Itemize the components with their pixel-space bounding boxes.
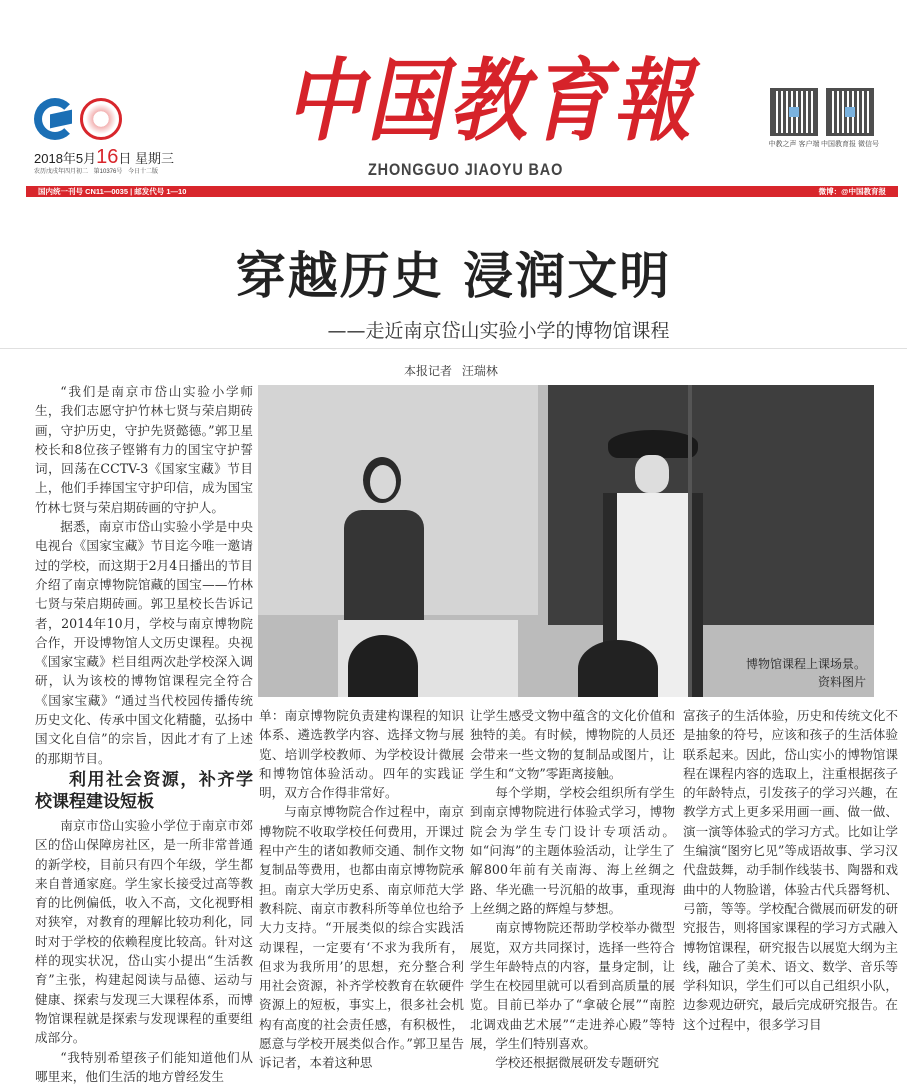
student-head [578, 640, 658, 697]
masthead-pinyin: ZHONGGUO JIAOYU BAO [368, 160, 563, 180]
qr-code-icon[interactable] [770, 88, 818, 136]
date-prefix: 2018年5月 [34, 151, 96, 166]
date-day: 16 [96, 146, 118, 168]
paragraph: 让学生感受文物中蕴含的文化价值和独特的美。有时候，博物院的人员还会带来一些文物的复制品或图片，让学生和“文物”零距离接触。 [470, 706, 675, 783]
photo-caption [746, 655, 866, 691]
teacher-figure [344, 510, 424, 620]
publisher-logo-red [80, 98, 122, 140]
qr1-label: 中教之声 客户端 [764, 140, 824, 150]
article-photo [258, 385, 874, 697]
paragraph: “我特别希望孩子们能知道他们从哪里来，他们生活的地方曾经发生 [35, 1048, 253, 1086]
paragraph: 与南京博物院合作过程中，南京博物院不收取学校任何费用，开课过程中产生的诸如教师交通、制作文物复制品等费用，也都由南京博物院承担。南京大学历史系、南京师范大学教科院、南京市教科所等单位也给予大力支持。“开展类似的综合实践活动课程，一定要有‘不求为我所有，但求为我所用’的思想，充分整合利用社会资源，补齐学校教育在软硬件资源上的短板，事实上，很多社会机构有高度的社会责任感，有积极性，愿意与学校开展类似合作。”郭卫星告诉记者，本着这种思 [259, 802, 464, 1072]
student-head [348, 635, 418, 697]
qr-code-icon[interactable] [826, 88, 874, 136]
subheadline: ——走近南京岱山实验小学的博物馆课程 [0, 316, 907, 343]
issue-info: 农历戊戌年四月初二 第10376号 今日十二版 [34, 166, 158, 175]
paragraph: 南京博物院还帮助学校举办微型展览，双方共同探讨，选择一些符合学生年龄特点的内容，量身定制，让学生在校园里就可以看到高质量的展览。目前已举办了“拿破仑展”“南腔北调戏曲艺术展”“走进养心殿”等特展，学生们特别喜欢。 [470, 918, 675, 1053]
bicorne-hat [608, 430, 698, 458]
musket [688, 385, 692, 697]
newspaper-masthead-logo: 中国教育報 [285, 30, 695, 159]
article-column-2 [259, 706, 464, 1073]
paragraph: 据悉，南京市岱山实验小学是中央电视台《国家宝藏》节目迄今唯一邀请过的学校，而这期于2月4日播出的节目介绍了南京博物院馆藏的国宝——竹林七贤与荣启期砖画。郭卫星校长告诉记者，2014年10月，学校与南京博物院合作，开设博物馆人文历史课程。央视《国家宝藏》栏目组两次赴学校深入调研，认为该校的博物馆课程完全符合《国家宝藏》“通过当代校园传播传统历史文化、传承中国文化精髓，弘扬中国文化自信”的宗旨，因此才有了上述的那期节目。 [35, 517, 253, 768]
paragraph: 单：南京博物院负责建构课程的知识体系、遴选教学内容、选择文物与展览、培训学校教师、为学校设计微展和博物馆体验活动。四年的实践证明，双方合作得非常好。 [259, 706, 464, 802]
photo-credit: 资料图片 [746, 673, 866, 691]
paragraph: 学校还根据微展研发专题研究 [470, 1053, 675, 1072]
blackboard [548, 385, 874, 625]
paragraph: 南京市岱山实验小学位于南京市郊区的岱山保障房社区，是一所非常普通的新学校，目前只有四个年级，学生都来自普通家庭。学生家长接受过高等教育的比例偏低，收入不高，文化视野相对狭窄，对教育的理解比较功利化，同时对于学校的依赖程度比较高。针对这样的现实状况，岱山实小提出“生活教育”主张，构建起阅读与品德、运动与健康、探索与发现三大课程体系，而博物馆课程就是探索与发现课程的重要组成部分。 [35, 816, 253, 1048]
paragraph: 每个学期，学校会组织所有学生到南京博物院进行体验式学习，博物院会为学生专门设计专项活动。如“问海”的主题体验活动，让学生了解800年前有关南海、海上丝绸之路、华光礁一号沉船的故事，重现海上丝绸之路的辉煌与梦想。 [470, 783, 675, 918]
date-suffix: 日 星期三 [118, 151, 174, 166]
masthead-info-bar [26, 186, 898, 197]
article-column-4 [683, 706, 898, 1034]
publication-codes: 国内统一刊号 CN11—0035 | 邮发代号 1—10 [38, 186, 186, 197]
paragraph: 富孩子的生活体验，历史和传统文化不是抽象的符号，应该和孩子的生活体验联系起来。因此，岱山实小的博物馆课程在课程内容的选取上，注重根据孩子的年龄特点，引发孩子的学习兴趣，在教学方式上更多采用画一画、做一做、演一演等体验式的学习方式。比如让学生编演“图穷匕见”等成语故事、学习汉代盘鼓舞，动手制作线装书、陶器和戏曲中的人物脸谱，体验古代兵器弩机、弓箭，等等。学校配合微展而研发的研究报告，则将国家课程的学习方式融入博物馆课程，研究报告以展览大纲为主线，融合了美术、语文、数学、音乐等学科知识，学生们可以自己组织小队，边参观边研究，最后完成研究报告。在这个过程中，很多学习目 [683, 706, 898, 1034]
divider [0, 348, 907, 349]
teacher-face [370, 465, 396, 499]
publisher-logo-blue [34, 98, 76, 140]
caption-text: 博物馆课程上课场景。 [746, 655, 866, 673]
qr2-label: 中国教育报 微信号 [820, 140, 880, 150]
paragraph: “我们是南京市岱山实验小学师生，我们志愿守护竹林七贤与荣启期砖画，守护历史，守护先贤懿德。”郭卫星校长和8位孩子铿锵有力的国宝守护誓词，回荡在CCTV-3《国家宝藏》节目上，他们手捧国宝守护印信，成为国宝竹林七贤与荣启期砖画的守护人。 [35, 382, 253, 517]
section-heading: 利用社会资源，补齐学校课程建设短板 [35, 769, 253, 813]
student-face [635, 455, 669, 493]
headline: 穿越历史 浸润文明 [0, 236, 907, 308]
weibo-handle: 微博：@中国教育报 [819, 186, 886, 197]
article-column-3 [470, 706, 675, 1073]
byline: 本报记者 汪瑞林 [404, 362, 498, 379]
article-column-1 [35, 382, 253, 1086]
